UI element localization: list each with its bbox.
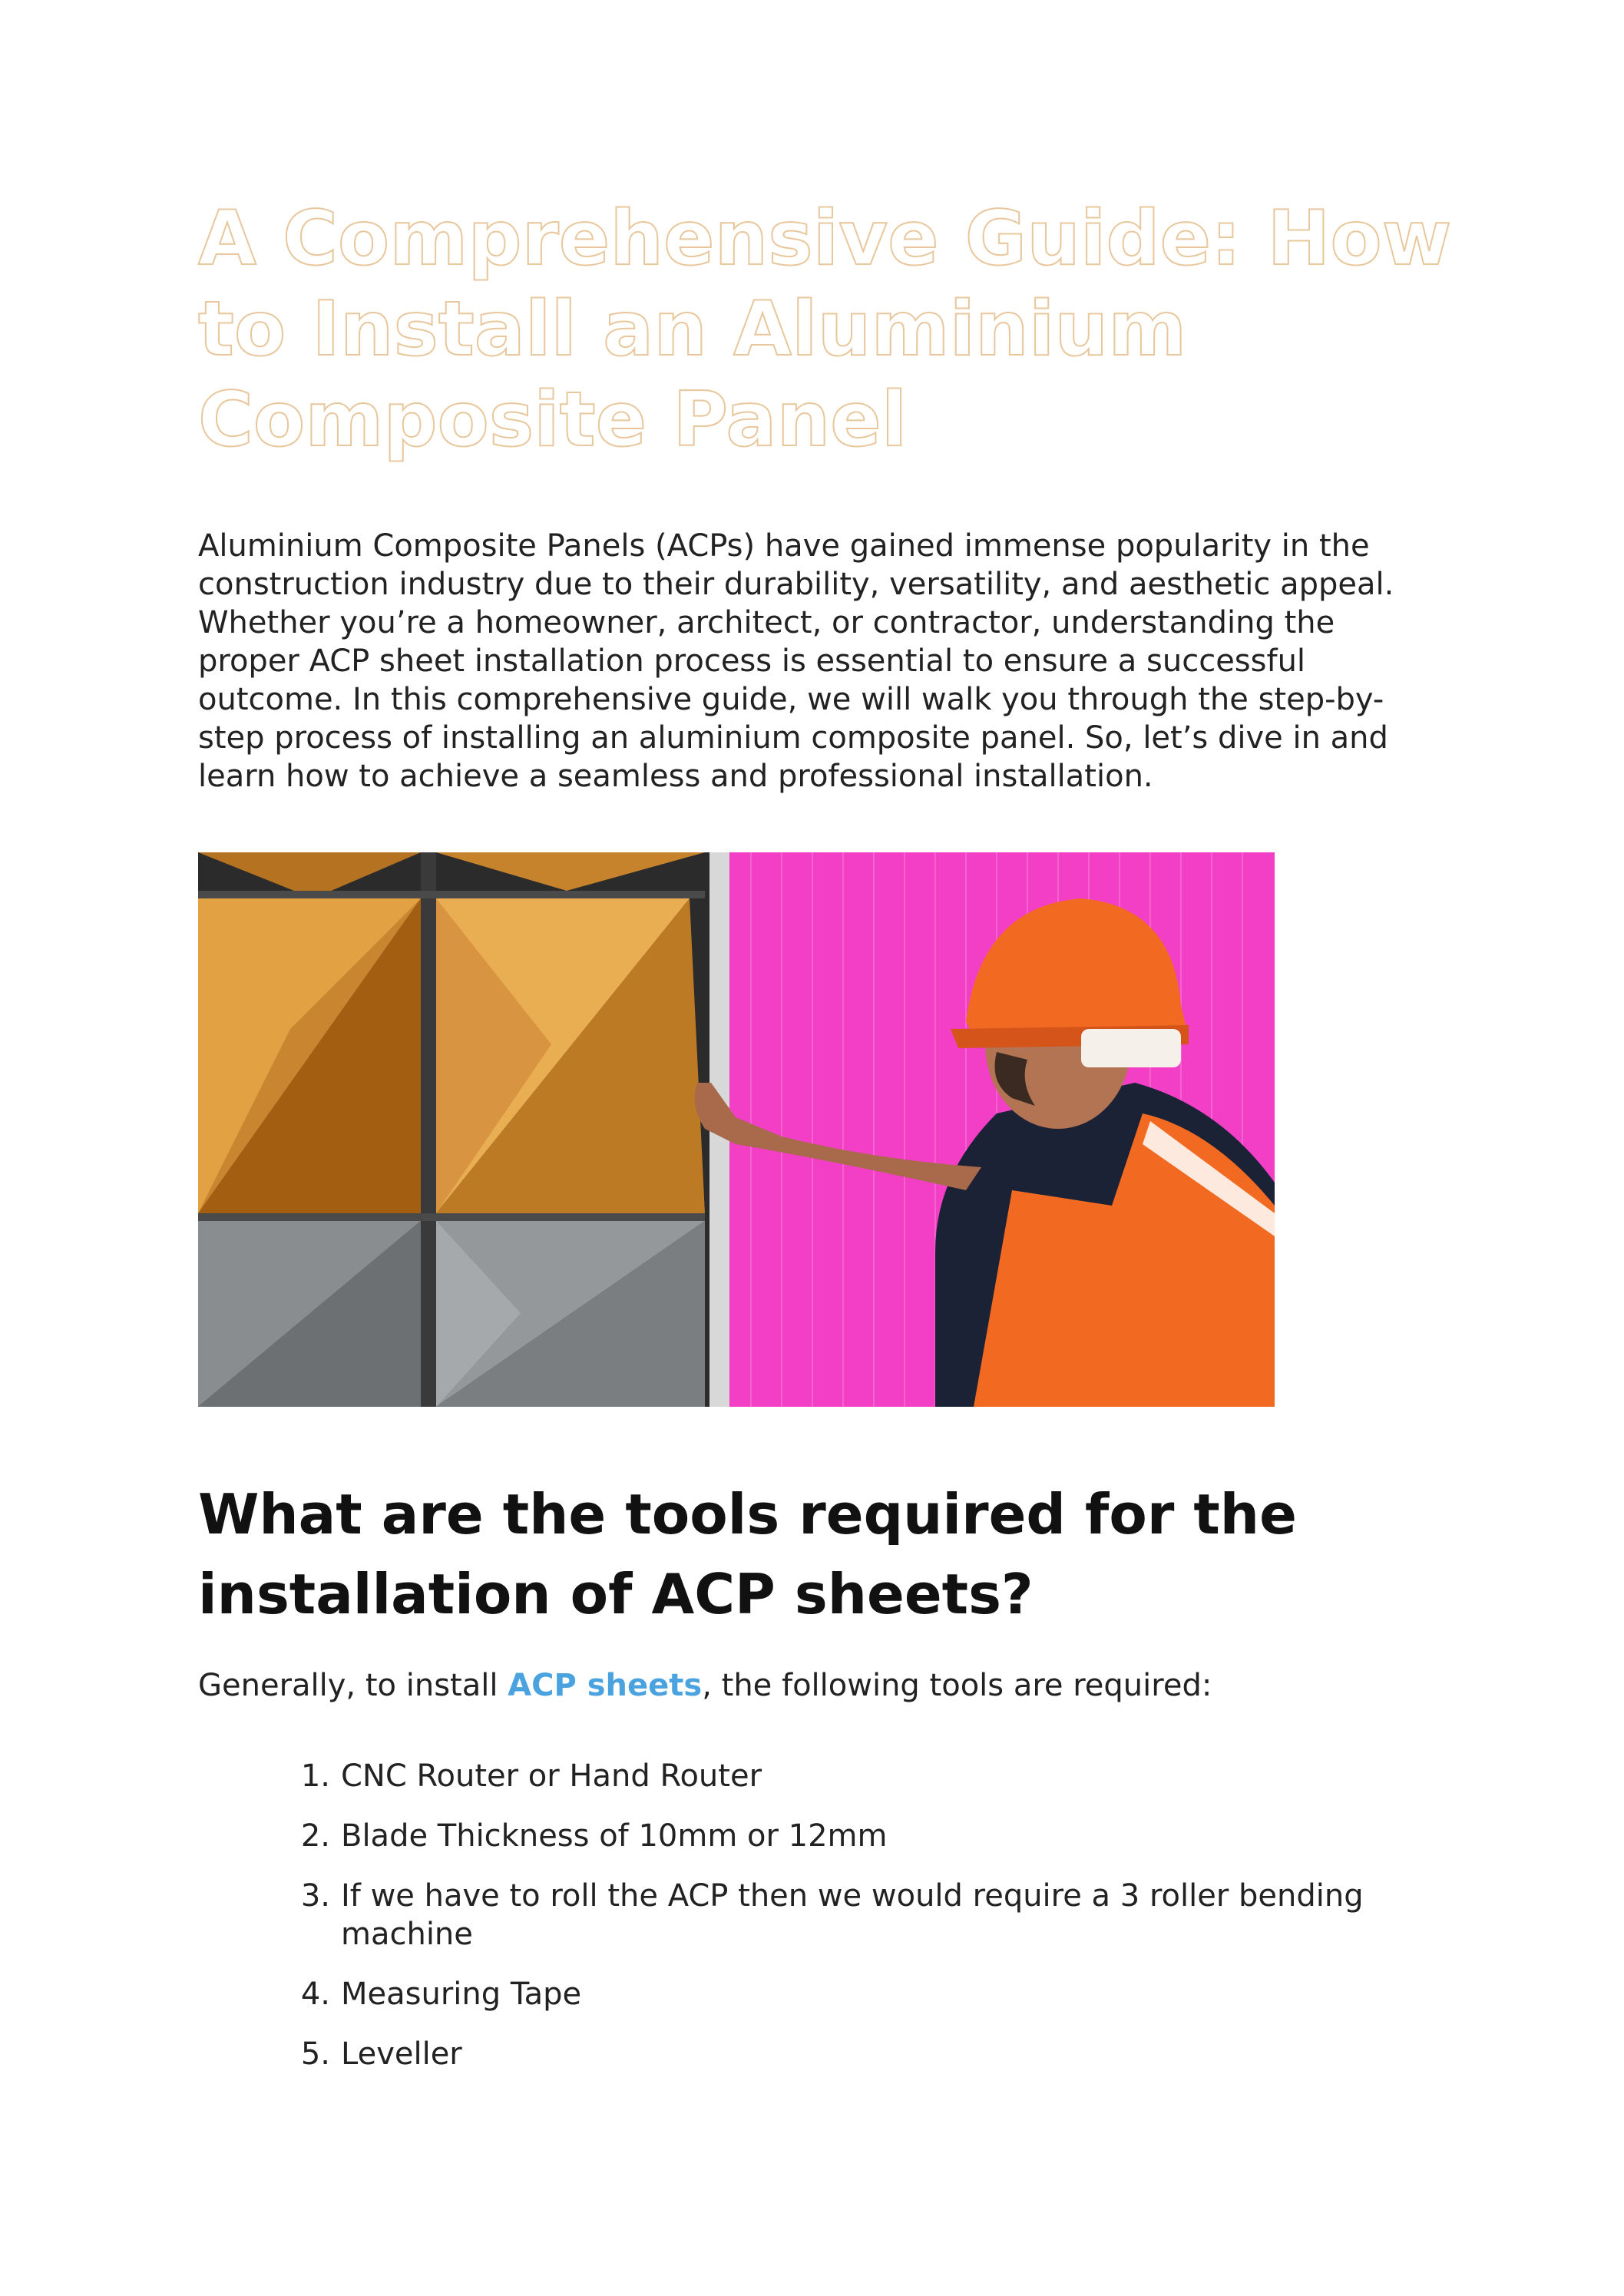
- hero-image: [198, 852, 1275, 1407]
- grey-panels: [198, 1221, 705, 1407]
- list-item-text: Blade Thickness of 10mm or 12mm: [341, 1818, 888, 1854]
- list-item-number: 4.: [300, 1977, 330, 2012]
- list-item-text: If we have to roll the ACP then we would require a 3 roller bending machine: [341, 1878, 1364, 1952]
- tools-list: [284, 1757, 1451, 2095]
- list-item: [284, 1877, 1451, 1954]
- tools-intro-before: Generally, to install: [198, 1668, 508, 1703]
- list-item: [284, 1757, 1451, 1795]
- intro-paragraph: Aluminium Composite Panels (ACPs) have gained immense popularity in the construction industry due to their durability, versatility, and aesthetic appeal. Whether you’re a homeowner, architect, or contractor, understanding the proper ACP sheet installation process is essential to ensure a successful outcome. In this comprehensive guide, we will walk you through the step-by-step process of installing an aluminium composite panel. So, let’s dive in and learn how to achieve a seamless and professional installation.: [198, 528, 1394, 794]
- list-item-number: 2.: [300, 1818, 330, 1854]
- list-item: [284, 2035, 1451, 2073]
- tools-intro-after: , the following tools are required:: [702, 1668, 1212, 1703]
- list-item-text: Measuring Tape: [341, 1977, 582, 2012]
- list-item: [284, 1975, 1451, 2013]
- list-item: [284, 1817, 1451, 1855]
- gold-panels: [198, 852, 705, 1213]
- tools-intro: [198, 1665, 1457, 1706]
- page-title: A Comprehensive Guide: How to Install an Aluminium Composite Panel: [198, 195, 1452, 464]
- list-item-number: 3.: [300, 1878, 330, 1914]
- list-item-text: CNC Router or Hand Router: [341, 1758, 762, 1794]
- list-item-text: Leveller: [341, 2036, 462, 2072]
- list-item-number: 1.: [300, 1758, 330, 1794]
- section-heading: What are the tools required for the installation of ACP sheets?: [198, 1482, 1297, 1626]
- acp-sheets-link[interactable]: ACP sheets: [508, 1668, 703, 1703]
- list-item-number: 5.: [300, 2036, 330, 2072]
